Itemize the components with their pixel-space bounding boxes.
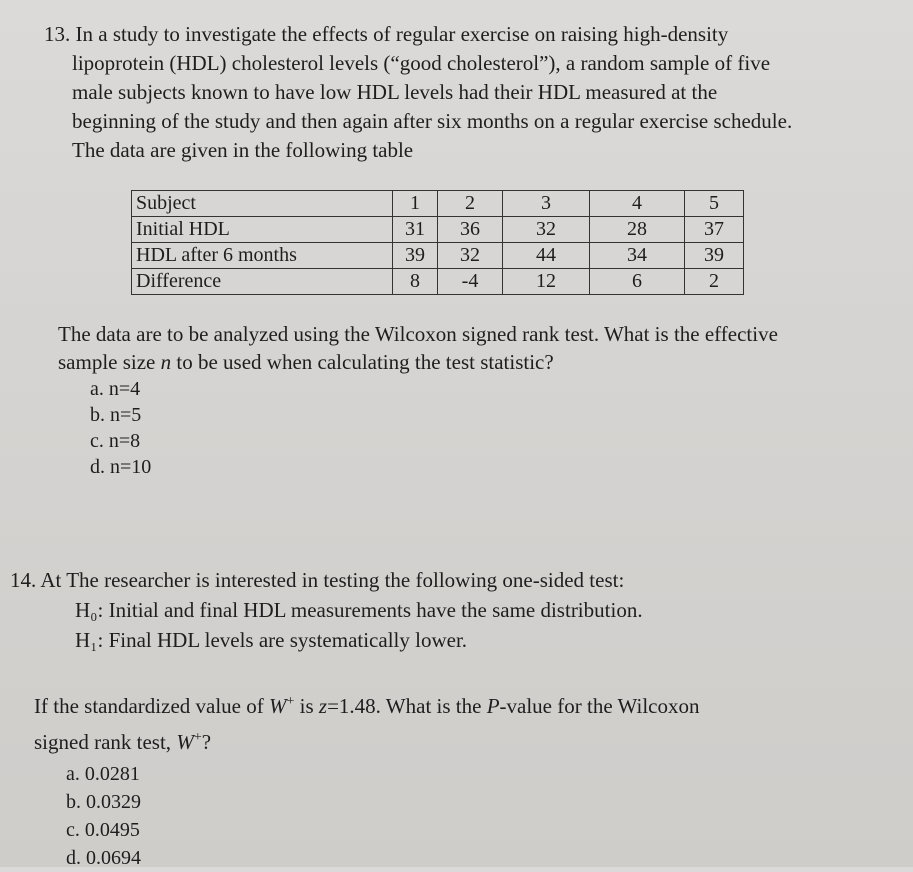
table-cell: 4 — [590, 191, 685, 217]
q13-option-b[interactable]: b. n=5 — [90, 404, 142, 426]
q14-option-c[interactable]: c. 0.0495 — [66, 819, 140, 841]
table-cell: 3 — [503, 191, 590, 217]
table-row-initial-hdl — [132, 217, 744, 243]
q13-prompt-n: n — [160, 350, 172, 374]
row-label: HDL after 6 months — [132, 243, 393, 269]
q13-option-d[interactable]: d. n=10 — [90, 456, 152, 478]
q13-option-a[interactable]: a. n=4 — [90, 378, 141, 400]
table-cell: 39 — [685, 243, 744, 269]
table-cell: 2 — [438, 191, 503, 217]
q14-plus-sup-2: + — [193, 730, 202, 745]
row-label: Initial HDL — [132, 217, 393, 243]
table-cell: 12 — [503, 269, 590, 295]
q13-line-5: The data are given in the following table — [72, 138, 414, 162]
q14-prompt-text-6: ? — [201, 730, 212, 754]
table-cell: 5 — [685, 191, 744, 217]
table-cell: 44 — [503, 243, 590, 269]
q13-prompt-line-1: The data are to be analyzed using the Wilcoxon signed rank test. What is the effective — [58, 322, 778, 346]
table-cell: 2 — [685, 269, 744, 295]
q14-plus-sup: + — [286, 694, 295, 709]
q14-prompt-text-3: =1.48. What is the — [327, 694, 487, 718]
q13-stem — [44, 20, 894, 165]
row-label: Subject — [132, 191, 393, 217]
hdl-data-table — [131, 190, 744, 295]
q13-line-2: lipoprotein (HDL) cholesterol levels (“good cholesterol”), a random sample of five — [72, 51, 771, 75]
q13-line-1: 13. In a study to investigate the effects of regular exercise on raising high-density — [44, 22, 729, 46]
table-cell: 1 — [393, 191, 438, 217]
question-14 — [10, 565, 900, 655]
table-cell: 32 — [438, 243, 503, 269]
q13-options — [58, 376, 898, 480]
q14-alt-hypothesis: H₁: Final HDL levels are systematically lower. — [75, 628, 468, 652]
table-cell: 28 — [590, 217, 685, 243]
q13-prompt — [58, 320, 898, 480]
q14-prompt-text-5: signed rank test, — [34, 730, 177, 754]
table-cell: 37 — [685, 217, 744, 243]
q14-prompt-text-2: is — [294, 694, 319, 718]
table-row-subject — [132, 191, 744, 217]
q14-option-d[interactable]: d. 0.0694 — [66, 847, 141, 869]
q14-prompt-text-4: -value for the Wilcoxon — [499, 694, 700, 718]
table-cell: 39 — [393, 243, 438, 269]
q14-options — [34, 760, 894, 872]
row-label: Difference — [132, 269, 393, 295]
q13-line-4: beginning of the study and then again after six months on a regular exercise schedule. — [72, 109, 793, 133]
table-cell: 31 — [393, 217, 438, 243]
q13-prompt-line-2b: to be used when calculating the test statistic? — [171, 350, 554, 374]
table-cell: 34 — [590, 243, 685, 269]
q14-z-symbol: z — [318, 694, 328, 718]
q13-line-3: male subjects known to have low HDL levels had their HDL measured at the — [72, 80, 718, 104]
table-cell: 36 — [438, 217, 503, 243]
q14-p-symbol: P — [486, 694, 500, 718]
q14-w-symbol: W — [268, 694, 287, 718]
q14-line-1: 14. At The researcher is interested in testing the following one-sided test: — [10, 568, 625, 592]
table-cell: 6 — [590, 269, 685, 295]
q14-option-a[interactable]: a. 0.0281 — [66, 763, 140, 785]
q13-option-c[interactable]: c. n=8 — [90, 430, 141, 452]
table-cell: 32 — [503, 217, 590, 243]
q14-prompt-text-1: If the standardized value of — [34, 694, 269, 718]
table-row-difference — [132, 269, 744, 295]
q13-prompt-line-2a: sample size — [58, 350, 161, 374]
q14-w-symbol-2: W — [176, 730, 194, 754]
question-13 — [44, 20, 894, 165]
q14-prompt — [34, 686, 894, 872]
table-cell: 8 — [393, 269, 438, 295]
q14-null-hypothesis: H₀: Initial and final HDL measurements have the same distribution. — [75, 598, 643, 622]
table-cell: -4 — [438, 269, 503, 295]
table-row-hdl-after — [132, 243, 744, 269]
q14-option-b[interactable]: b. 0.0329 — [66, 791, 141, 813]
